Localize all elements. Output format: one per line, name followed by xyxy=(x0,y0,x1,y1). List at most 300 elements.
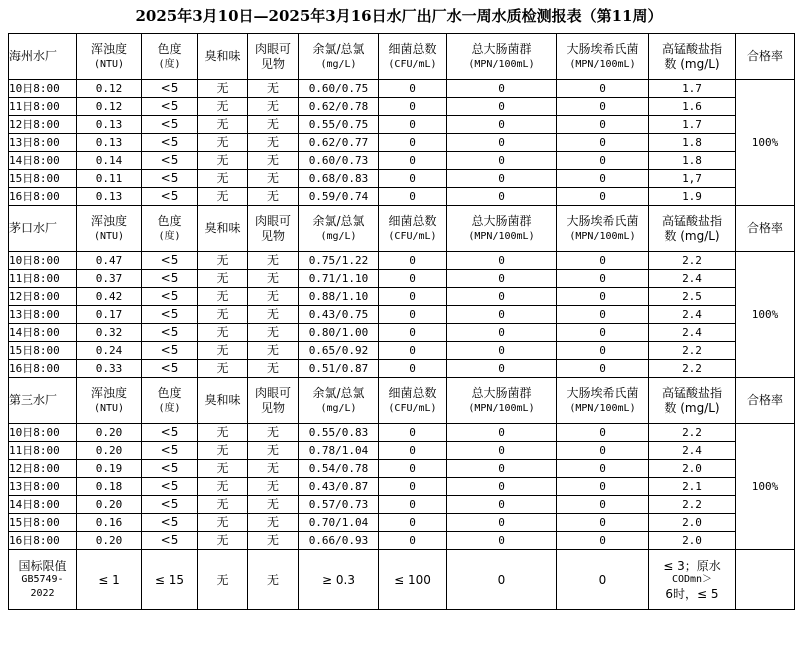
limit-permanganate-line1: ≤ 3；原水 xyxy=(663,558,721,573)
color-header xyxy=(142,206,198,252)
permanganate-cell: 2.2 xyxy=(649,342,736,360)
coliform-cell: 0 xyxy=(447,496,557,514)
ecoli-cell: 0 xyxy=(557,424,649,442)
limit-bacteria: ≤ 100 xyxy=(379,550,447,610)
ecoli-header xyxy=(557,34,649,80)
permanganate-cell: 2.4 xyxy=(649,442,736,460)
permanganate-cell: 2.4 xyxy=(649,270,736,288)
bacteria-header-label: 细菌总数 xyxy=(388,213,437,228)
standard-label-line3: 2022 xyxy=(30,587,55,599)
coliform-cell: 0 xyxy=(447,324,557,342)
color-cell: <5 xyxy=(142,116,198,134)
ecoli-header xyxy=(557,378,649,424)
time-cell: 13日8:00 xyxy=(9,478,77,496)
turbidity-header-unit: (NTU) xyxy=(93,230,125,242)
odor-cell: 无 xyxy=(198,288,248,306)
visible-matter-cell: 无 xyxy=(248,152,299,170)
permanganate-cell: 2.0 xyxy=(649,460,736,478)
table-row xyxy=(9,442,795,460)
coliform-cell: 0 xyxy=(447,116,557,134)
bacteria-header xyxy=(379,34,447,80)
visible-matter-cell: 无 xyxy=(248,134,299,152)
visible-matter-cell: 无 xyxy=(248,478,299,496)
odor-header-label: 臭和味 xyxy=(204,49,241,63)
coliform-cell: 0 xyxy=(447,152,557,170)
time-cell: 14日8:00 xyxy=(9,496,77,514)
color-header-unit: (度) xyxy=(158,58,181,70)
bacteria-cell: 0 xyxy=(379,442,447,460)
chlorine-header xyxy=(299,206,379,252)
report-title: 2025年3月10日—2025年3月16日水厂出厂水一周水质检测报表（第11周） xyxy=(135,7,663,25)
table-row xyxy=(9,360,795,378)
ecoli-cell: 0 xyxy=(557,270,649,288)
permanganate-cell: 1.8 xyxy=(649,152,736,170)
color-header-unit: (度) xyxy=(158,230,181,242)
turbidity-cell: 0.16 xyxy=(77,514,142,532)
odor-cell: 无 xyxy=(198,152,248,170)
time-cell: 12日8:00 xyxy=(9,288,77,306)
bacteria-header xyxy=(379,378,447,424)
chlorine-header xyxy=(299,378,379,424)
coliform-cell: 0 xyxy=(447,306,557,324)
visible-matter-cell: 无 xyxy=(248,360,299,378)
bacteria-cell: 0 xyxy=(379,306,447,324)
ecoli-header-label: 大肠埃希氏菌 xyxy=(566,213,639,228)
turbidity-header-unit: (NTU) xyxy=(93,58,125,70)
time-cell: 13日8:00 xyxy=(9,134,77,152)
permanganate-cell: 2.2 xyxy=(649,360,736,378)
visible-matter-cell: 无 xyxy=(248,270,299,288)
permanganate-cell: 1.7 xyxy=(649,80,736,98)
turbidity-header xyxy=(77,378,142,424)
chlorine-header-label: 余氯/总氯 xyxy=(312,385,365,400)
odor-cell: 无 xyxy=(198,324,248,342)
coliform-header-label: 总大肠菌群 xyxy=(471,385,532,400)
permanganate-cell: 2.1 xyxy=(649,478,736,496)
plant-header-row xyxy=(9,378,795,424)
standard-limit-row xyxy=(9,550,795,610)
coliform-cell: 0 xyxy=(447,424,557,442)
visible-matter-cell: 无 xyxy=(248,342,299,360)
color-cell: <5 xyxy=(142,270,198,288)
turbidity-cell: 0.20 xyxy=(77,532,142,550)
odor-cell: 无 xyxy=(198,80,248,98)
color-cell: <5 xyxy=(142,342,198,360)
visible-matter-cell: 无 xyxy=(248,532,299,550)
turbidity-header-label: 浑浊度 xyxy=(90,385,127,400)
turbidity-cell: 0.47 xyxy=(77,252,142,270)
limit-turbidity: ≤ 1 xyxy=(77,550,142,610)
turbidity-cell: 0.33 xyxy=(77,360,142,378)
chlorine-cell: 0.51/0.87 xyxy=(299,360,379,378)
color-header-unit: (度) xyxy=(158,402,181,414)
ecoli-cell: 0 xyxy=(557,98,649,116)
chlorine-cell: 0.59/0.74 xyxy=(299,188,379,206)
odor-cell: 无 xyxy=(198,270,248,288)
odor-header xyxy=(198,206,248,252)
odor-cell: 无 xyxy=(198,532,248,550)
chlorine-header-label: 余氯/总氯 xyxy=(312,213,365,228)
coliform-header xyxy=(447,206,557,252)
coliform-header xyxy=(447,34,557,80)
turbidity-cell: 0.12 xyxy=(77,98,142,116)
permanganate-header-unit: 数 (mg/L) xyxy=(664,56,720,71)
bacteria-cell: 0 xyxy=(379,496,447,514)
odor-cell: 无 xyxy=(198,252,248,270)
ecoli-cell: 0 xyxy=(557,134,649,152)
time-cell: 10日8:00 xyxy=(9,252,77,270)
odor-cell: 无 xyxy=(198,170,248,188)
visible-matter-header xyxy=(248,378,299,424)
color-cell: <5 xyxy=(142,252,198,270)
color-cell: <5 xyxy=(142,80,198,98)
visible-matter-header-unit: 见物 xyxy=(260,56,285,71)
color-cell: <5 xyxy=(142,134,198,152)
visible-matter-header xyxy=(248,206,299,252)
time-cell: 14日8:00 xyxy=(9,152,77,170)
permanganate-header-unit: 数 (mg/L) xyxy=(664,400,720,415)
bacteria-cell: 0 xyxy=(379,424,447,442)
ecoli-cell: 0 xyxy=(557,152,649,170)
standard-label-line1: 国标限值 xyxy=(18,558,67,573)
bacteria-header-unit: (CFU/mL) xyxy=(388,402,437,414)
time-cell: 10日8:00 xyxy=(9,424,77,442)
bacteria-cell: 0 xyxy=(379,270,447,288)
color-cell: <5 xyxy=(142,514,198,532)
color-header xyxy=(142,378,198,424)
odor-cell: 无 xyxy=(198,442,248,460)
coliform-cell: 0 xyxy=(447,442,557,460)
coliform-cell: 0 xyxy=(447,270,557,288)
turbidity-cell: 0.19 xyxy=(77,460,142,478)
color-cell: <5 xyxy=(142,442,198,460)
visible-matter-cell: 无 xyxy=(248,80,299,98)
coliform-header-label: 总大肠菌群 xyxy=(471,41,532,56)
coliform-cell: 0 xyxy=(447,98,557,116)
table-row xyxy=(9,134,795,152)
table-row xyxy=(9,514,795,532)
color-cell: <5 xyxy=(142,324,198,342)
chlorine-cell: 0.55/0.83 xyxy=(299,424,379,442)
water-quality-table xyxy=(8,33,795,610)
turbidity-cell: 0.24 xyxy=(77,342,142,360)
permanganate-cell: 2.2 xyxy=(649,496,736,514)
time-cell: 10日8:00 xyxy=(9,80,77,98)
coliform-cell: 0 xyxy=(447,252,557,270)
chlorine-cell: 0.43/0.87 xyxy=(299,478,379,496)
ecoli-cell: 0 xyxy=(557,116,649,134)
coliform-cell: 0 xyxy=(447,288,557,306)
coliform-header-label: 总大肠菌群 xyxy=(471,213,532,228)
color-header-label: 色度 xyxy=(157,385,182,400)
visible-matter-header-label: 肉眼可 xyxy=(254,213,291,228)
chlorine-cell: 0.60/0.73 xyxy=(299,152,379,170)
time-cell: 15日8:00 xyxy=(9,514,77,532)
ecoli-cell: 0 xyxy=(557,288,649,306)
time-cell: 11日8:00 xyxy=(9,270,77,288)
chlorine-cell: 0.57/0.73 xyxy=(299,496,379,514)
ecoli-cell: 0 xyxy=(557,496,649,514)
bacteria-cell: 0 xyxy=(379,98,447,116)
coliform-header-unit: (MPN/100mL) xyxy=(468,230,535,242)
odor-cell: 无 xyxy=(198,116,248,134)
turbidity-cell: 0.32 xyxy=(77,324,142,342)
color-cell: <5 xyxy=(142,424,198,442)
turbidity-cell: 0.17 xyxy=(77,306,142,324)
permanganate-header xyxy=(649,34,736,80)
time-cell: 16日8:00 xyxy=(9,360,77,378)
bacteria-cell: 0 xyxy=(379,324,447,342)
pass-rate-cell: 100% xyxy=(736,424,795,550)
turbidity-header-unit: (NTU) xyxy=(93,402,125,414)
coliform-cell: 0 xyxy=(447,532,557,550)
odor-header xyxy=(198,378,248,424)
odor-cell: 无 xyxy=(198,134,248,152)
chlorine-header-label: 余氯/总氯 xyxy=(312,41,365,56)
limit-rate-empty xyxy=(736,550,795,610)
coliform-cell: 0 xyxy=(447,134,557,152)
time-cell: 16日8:00 xyxy=(9,532,77,550)
bacteria-cell: 0 xyxy=(379,188,447,206)
limit-permanganate-line2: CODmn＞ xyxy=(671,573,713,585)
color-cell: <5 xyxy=(142,98,198,116)
permanganate-cell: 1.9 xyxy=(649,188,736,206)
chlorine-header-unit: (mg/L) xyxy=(320,402,357,414)
bacteria-cell: 0 xyxy=(379,478,447,496)
visible-matter-header xyxy=(248,34,299,80)
bacteria-cell: 0 xyxy=(379,342,447,360)
coliform-cell: 0 xyxy=(447,360,557,378)
turbidity-header-label: 浑浊度 xyxy=(90,41,127,56)
rate-header: 合格率 xyxy=(736,378,795,424)
turbidity-cell: 0.18 xyxy=(77,478,142,496)
coliform-cell: 0 xyxy=(447,460,557,478)
bacteria-header xyxy=(379,206,447,252)
color-cell: <5 xyxy=(142,496,198,514)
table-row xyxy=(9,460,795,478)
bacteria-cell: 0 xyxy=(379,460,447,478)
chlorine-cell: 0.78/1.04 xyxy=(299,442,379,460)
turbidity-cell: 0.37 xyxy=(77,270,142,288)
color-cell: <5 xyxy=(142,170,198,188)
chlorine-cell: 0.66/0.93 xyxy=(299,532,379,550)
color-cell: <5 xyxy=(142,188,198,206)
time-cell: 12日8:00 xyxy=(9,116,77,134)
color-cell: <5 xyxy=(142,360,198,378)
odor-cell: 无 xyxy=(198,98,248,116)
color-header-label: 色度 xyxy=(157,41,182,56)
limit-visible: 无 xyxy=(248,550,299,610)
bacteria-cell: 0 xyxy=(379,170,447,188)
bacteria-header-unit: (CFU/mL) xyxy=(388,230,437,242)
coliform-cell: 0 xyxy=(447,80,557,98)
ecoli-cell: 0 xyxy=(557,514,649,532)
chlorine-cell: 0.65/0.92 xyxy=(299,342,379,360)
visible-matter-cell: 无 xyxy=(248,324,299,342)
bacteria-cell: 0 xyxy=(379,116,447,134)
odor-cell: 无 xyxy=(198,514,248,532)
color-cell: <5 xyxy=(142,288,198,306)
standard-label xyxy=(9,550,77,610)
table-row xyxy=(9,532,795,550)
coliform-cell: 0 xyxy=(447,188,557,206)
ecoli-cell: 0 xyxy=(557,188,649,206)
bacteria-cell: 0 xyxy=(379,514,447,532)
visible-matter-cell: 无 xyxy=(248,424,299,442)
limit-permanganate-line3: 6时，≤ 5 xyxy=(665,586,719,601)
coliform-cell: 0 xyxy=(447,342,557,360)
bacteria-header-label: 细菌总数 xyxy=(388,385,437,400)
time-cell: 12日8:00 xyxy=(9,460,77,478)
chlorine-cell: 0.55/0.75 xyxy=(299,116,379,134)
odor-header-label: 臭和味 xyxy=(204,221,241,235)
chlorine-cell: 0.80/1.00 xyxy=(299,324,379,342)
turbidity-cell: 0.42 xyxy=(77,288,142,306)
permanganate-cell: 2.5 xyxy=(649,288,736,306)
table-row xyxy=(9,170,795,188)
permanganate-header-label: 高锰酸盐指 xyxy=(661,41,722,56)
coliform-cell: 0 xyxy=(447,170,557,188)
chlorine-cell: 0.62/0.77 xyxy=(299,134,379,152)
turbidity-cell: 0.13 xyxy=(77,116,142,134)
table-row xyxy=(9,98,795,116)
permanganate-header-label: 高锰酸盐指 xyxy=(661,385,722,400)
odor-cell: 无 xyxy=(198,360,248,378)
turbidity-cell: 0.12 xyxy=(77,80,142,98)
bacteria-cell: 0 xyxy=(379,360,447,378)
ecoli-header xyxy=(557,206,649,252)
table-row xyxy=(9,252,795,270)
odor-cell: 无 xyxy=(198,496,248,514)
chlorine-cell: 0.68/0.83 xyxy=(299,170,379,188)
odor-header-label: 臭和味 xyxy=(204,393,241,407)
table-row xyxy=(9,116,795,134)
visible-matter-cell: 无 xyxy=(248,442,299,460)
turbidity-cell: 0.11 xyxy=(77,170,142,188)
chlorine-cell: 0.75/1.22 xyxy=(299,252,379,270)
table-row xyxy=(9,288,795,306)
color-header xyxy=(142,34,198,80)
ecoli-cell: 0 xyxy=(557,306,649,324)
table-row xyxy=(9,478,795,496)
table-row xyxy=(9,424,795,442)
turbidity-header xyxy=(77,206,142,252)
limit-coliform: 0 xyxy=(447,550,557,610)
time-cell: 11日8:00 xyxy=(9,98,77,116)
time-cell: 15日8:00 xyxy=(9,342,77,360)
visible-matter-cell: 无 xyxy=(248,252,299,270)
visible-matter-cell: 无 xyxy=(248,496,299,514)
visible-matter-cell: 无 xyxy=(248,188,299,206)
color-cell: <5 xyxy=(142,532,198,550)
table-row xyxy=(9,306,795,324)
ecoli-cell: 0 xyxy=(557,478,649,496)
visible-matter-cell: 无 xyxy=(248,306,299,324)
turbidity-cell: 0.13 xyxy=(77,188,142,206)
visible-matter-cell: 无 xyxy=(248,288,299,306)
plant-name: 第三水厂 xyxy=(9,378,77,424)
turbidity-cell: 0.14 xyxy=(77,152,142,170)
bacteria-cell: 0 xyxy=(379,532,447,550)
chlorine-cell: 0.70/1.04 xyxy=(299,514,379,532)
table-row xyxy=(9,80,795,98)
visible-matter-cell: 无 xyxy=(248,514,299,532)
odor-cell: 无 xyxy=(198,188,248,206)
ecoli-cell: 0 xyxy=(557,460,649,478)
odor-cell: 无 xyxy=(198,424,248,442)
odor-cell: 无 xyxy=(198,342,248,360)
ecoli-cell: 0 xyxy=(557,532,649,550)
permanganate-header xyxy=(649,206,736,252)
bacteria-cell: 0 xyxy=(379,288,447,306)
ecoli-cell: 0 xyxy=(557,80,649,98)
ecoli-header-label: 大肠埃希氏菌 xyxy=(566,41,639,56)
time-cell: 14日8:00 xyxy=(9,324,77,342)
table-body xyxy=(9,34,795,610)
time-cell: 11日8:00 xyxy=(9,442,77,460)
ecoli-cell: 0 xyxy=(557,252,649,270)
odor-cell: 无 xyxy=(198,306,248,324)
color-cell: <5 xyxy=(142,478,198,496)
odor-cell: 无 xyxy=(198,460,248,478)
limit-ecoli: 0 xyxy=(557,550,649,610)
turbidity-header xyxy=(77,34,142,80)
turbidity-cell: 0.20 xyxy=(77,442,142,460)
color-cell: <5 xyxy=(142,152,198,170)
chlorine-cell: 0.62/0.78 xyxy=(299,98,379,116)
coliform-header-unit: (MPN/100mL) xyxy=(468,402,535,414)
bacteria-cell: 0 xyxy=(379,152,447,170)
color-header-label: 色度 xyxy=(157,213,182,228)
turbidity-cell: 0.13 xyxy=(77,134,142,152)
chlorine-header xyxy=(299,34,379,80)
ecoli-cell: 0 xyxy=(557,170,649,188)
table-row xyxy=(9,188,795,206)
coliform-header-unit: (MPN/100mL) xyxy=(468,58,535,70)
visible-matter-cell: 无 xyxy=(248,170,299,188)
time-cell: 13日8:00 xyxy=(9,306,77,324)
odor-cell: 无 xyxy=(198,478,248,496)
permanganate-cell: 1.6 xyxy=(649,98,736,116)
plant-header-row xyxy=(9,206,795,252)
limit-odor: 无 xyxy=(198,550,248,610)
chlorine-cell: 0.54/0.78 xyxy=(299,460,379,478)
visible-matter-cell: 无 xyxy=(248,460,299,478)
chlorine-cell: 0.60/0.75 xyxy=(299,80,379,98)
visible-matter-header-unit: 见物 xyxy=(260,400,285,415)
permanganate-cell: 2.2 xyxy=(649,424,736,442)
coliform-cell: 0 xyxy=(447,514,557,532)
permanganate-header-unit: 数 (mg/L) xyxy=(664,228,720,243)
permanganate-cell: 2.2 xyxy=(649,252,736,270)
ecoli-header-label: 大肠埃希氏菌 xyxy=(566,385,639,400)
limit-chlorine: ≥ 0.3 xyxy=(299,550,379,610)
turbidity-cell: 0.20 xyxy=(77,424,142,442)
ecoli-cell: 0 xyxy=(557,324,649,342)
permanganate-header xyxy=(649,378,736,424)
chlorine-cell: 0.71/1.10 xyxy=(299,270,379,288)
coliform-header xyxy=(447,378,557,424)
table-row xyxy=(9,324,795,342)
turbidity-cell: 0.20 xyxy=(77,496,142,514)
plant-name: 海州水厂 xyxy=(9,34,77,80)
ecoli-cell: 0 xyxy=(557,342,649,360)
permanganate-header-label: 高锰酸盐指 xyxy=(661,213,722,228)
chlorine-header-unit: (mg/L) xyxy=(320,230,357,242)
pass-rate-cell: 100% xyxy=(736,252,795,378)
chlorine-cell: 0.88/1.10 xyxy=(299,288,379,306)
ecoli-header-unit: (MPN/100mL) xyxy=(569,230,636,242)
